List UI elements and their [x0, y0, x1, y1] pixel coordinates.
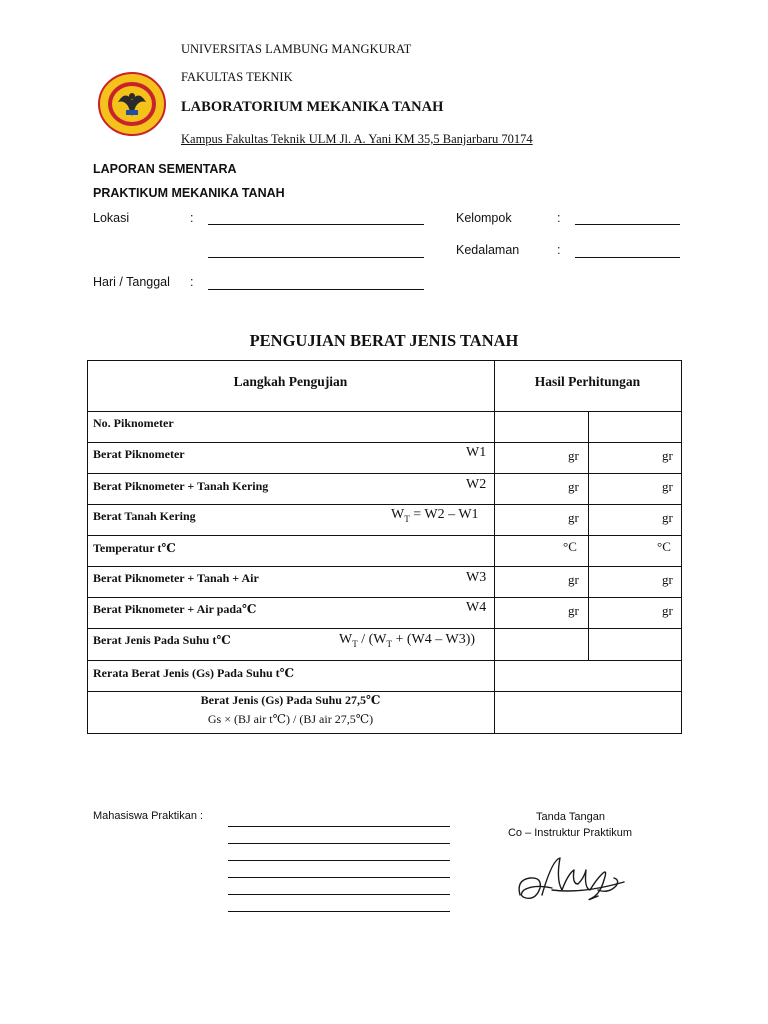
report-heading-1: LAPORAN SEMENTARA — [93, 162, 237, 176]
formula-gs-27-5: Gs × (BJ air t℃) / (BJ air 27,5℃) — [207, 712, 374, 726]
kedalaman-colon: : — [557, 243, 561, 257]
unit-gr: gr — [662, 572, 673, 587]
formula-berat-jenis: $W_T / (W_T + (W4 - W3))$ — [339, 632, 476, 649]
test-title: PENGUJIAN BERAT JENIS TANAH — [249, 331, 519, 350]
col-header-results: Hasil Perhitungan — [534, 374, 641, 389]
mahasiswa-line-4 — [228, 877, 450, 878]
row-label-berat-piknometer: Berat Piknometer — [93, 447, 185, 461]
unit-gr: gr — [568, 448, 579, 463]
row-label-piknometer-tanah-kering: Berat Piknometer + Tanah Kering — [93, 479, 269, 493]
report-heading-2: PRAKTIKUM MEKANIKA TANAH — [93, 186, 285, 200]
kedalaman-field-line — [575, 257, 680, 258]
unit-gr: gr — [568, 510, 579, 525]
col-header-steps: Langkah Pengujian — [233, 374, 348, 389]
university-logo — [98, 72, 166, 136]
mahasiswa-line-5 — [228, 894, 450, 895]
university-name: UNIVERSITAS LAMBUNG MANGKURAT — [181, 42, 412, 56]
unit-gr: gr — [662, 448, 673, 463]
unit-gr: gr — [662, 479, 673, 494]
formula-w2: W2 — [466, 477, 487, 492]
formula-w1: W1 — [466, 445, 487, 460]
hari-tanggal-colon: : — [190, 275, 194, 289]
lokasi-colon: : — [190, 211, 194, 225]
unit-celsius: °C — [563, 539, 577, 554]
signature — [512, 850, 627, 910]
row-label-temperatur: Temperatur t℃ — [93, 541, 176, 555]
lokasi-field-line-2 — [208, 257, 424, 258]
mahasiswa-line-2 — [228, 843, 450, 844]
mahasiswa-line-6 — [228, 911, 450, 912]
unit-gr: gr — [568, 572, 579, 587]
unit-gr: gr — [568, 479, 579, 494]
kelompok-field-line — [575, 224, 680, 225]
lab-name: LABORATORIUM MEKANIKA TANAH — [181, 99, 444, 115]
co-instruktur-label: Co – Instruktur Praktikum — [507, 827, 633, 839]
row-label-berat-tanah-kering: Berat Tanah Kering — [93, 509, 196, 523]
row-label-gs-27-5: Berat Jenis (Gs) Pada Suhu 27,5℃ — [200, 693, 381, 707]
kelompok-label: Kelompok — [456, 211, 512, 225]
hari-tanggal-label: Hari / Tanggal — [93, 275, 170, 289]
formula-w4: W4 — [466, 600, 487, 615]
formula-wt: $W_T = W2 - W1$ — [391, 507, 479, 524]
unit-gr: gr — [662, 510, 673, 525]
mahasiswa-line-1 — [228, 826, 450, 827]
kedalaman-label: Kedalaman — [456, 243, 520, 257]
tanda-tangan-label: Tanda Tangan — [536, 811, 605, 823]
row-label-berat-jenis: Berat Jenis Pada Suhu t℃ — [93, 633, 231, 647]
row-label-piknometer-tanah-air: Berat Piknometer + Tanah + Air — [93, 571, 259, 585]
hari-tanggal-field-line — [208, 289, 424, 290]
mahasiswa-label: Mahasiswa Praktikan : — [93, 810, 204, 822]
unit-gr: gr — [568, 603, 579, 618]
faculty-name: FAKULTAS TEKNIK — [181, 70, 293, 84]
row-label-rerata: Rerata Berat Jenis (Gs) Pada Suhu t℃ — [93, 666, 295, 680]
unit-gr: gr — [662, 603, 673, 618]
unit-celsius: °C — [657, 539, 671, 554]
lokasi-label: Lokasi — [93, 211, 130, 225]
mahasiswa-line-3 — [228, 860, 450, 861]
row-label-piknometer-air: Berat Piknometer + Air pada℃ — [93, 602, 257, 616]
kelompok-colon: : — [557, 211, 561, 225]
lokasi-field-line-1 — [208, 224, 424, 225]
formula-w3: W3 — [466, 570, 487, 585]
row-label-no-piknometer: No. Piknometer — [93, 416, 174, 430]
lab-address: Kampus Fakultas Teknik ULM Jl. A. Yani KM 35,5 Banjarbaru 70174 — [181, 132, 533, 146]
